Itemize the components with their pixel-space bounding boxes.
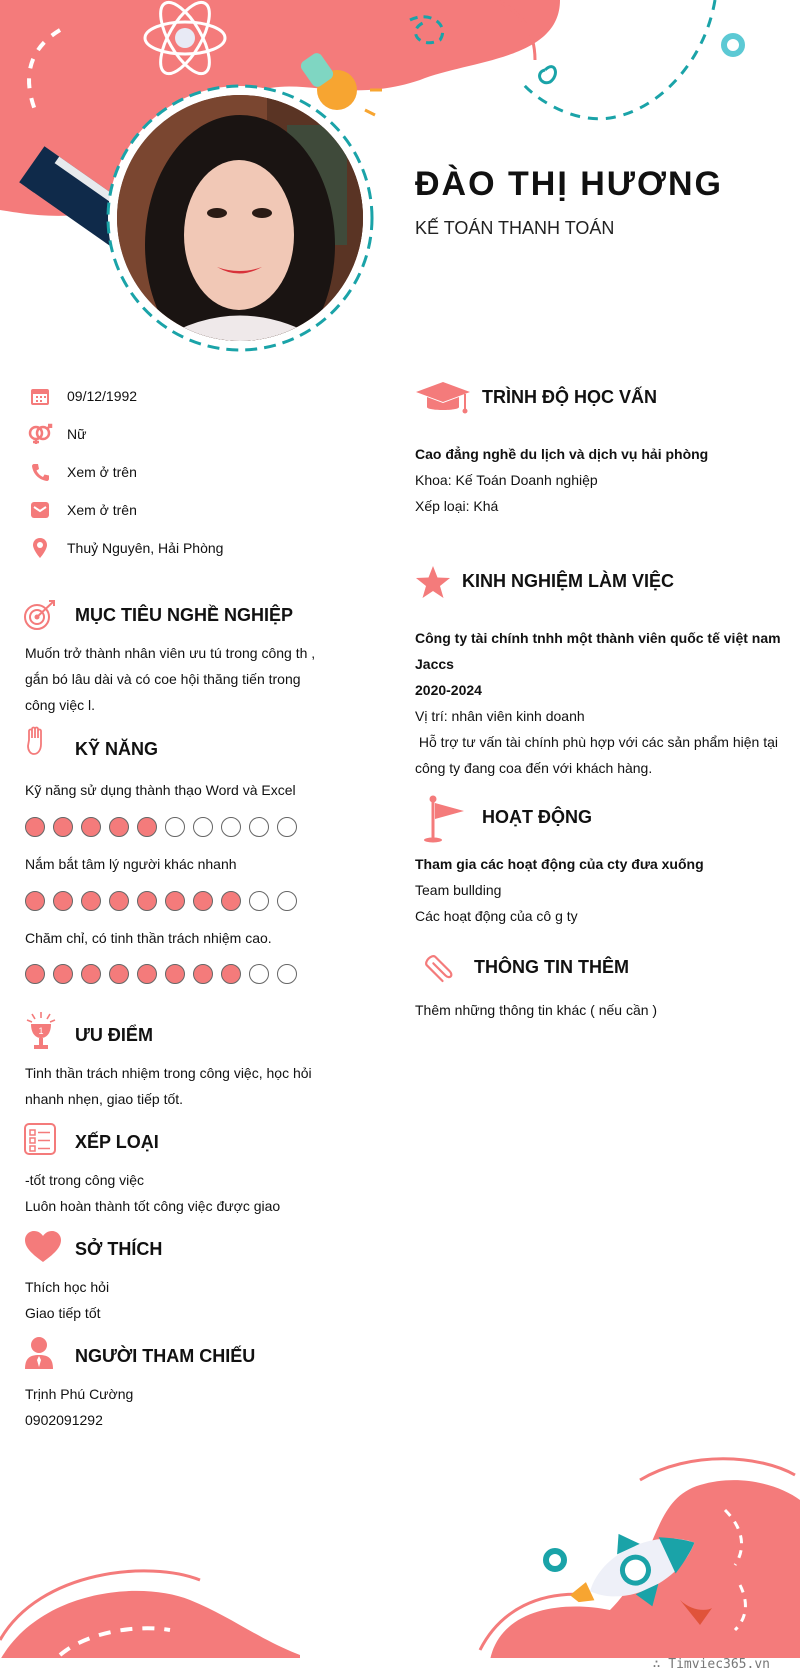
contact-phone: Xem ở trên [25, 458, 137, 486]
rating-title: XẾP LOẠI [75, 1132, 159, 1152]
rating-dot-filled [25, 964, 45, 984]
heart-icon [24, 1230, 62, 1264]
rating-dot-filled [53, 817, 73, 837]
hand-icon [25, 726, 49, 758]
contact-gender: Nữ [25, 420, 86, 448]
person-icon [24, 1336, 54, 1370]
rating-dot-filled [137, 817, 157, 837]
rating-dot-empty [221, 817, 241, 837]
rating-dot-empty [277, 891, 297, 911]
rating-dot-empty [165, 817, 185, 837]
contact-email: Xem ở trên [25, 496, 137, 524]
skill-rating [25, 891, 297, 911]
rating-dot-empty [277, 817, 297, 837]
activities-text: Tham gia các hoạt động của cty đưa xuống Team bullding Các hoạt động của cô g ty [415, 856, 704, 924]
skills-title: KỸ NĂNG [75, 739, 159, 759]
trophy-icon [24, 1010, 58, 1052]
rating-dot-filled [221, 964, 241, 984]
rating-dot-empty [249, 891, 269, 911]
phone-icon [25, 460, 55, 484]
rating-dot-filled [81, 817, 101, 837]
paperclip-icon [418, 948, 460, 990]
target-icon [22, 598, 58, 632]
rating-dot-filled [137, 891, 157, 911]
calendar-icon [25, 384, 55, 408]
rating-dot-filled [109, 891, 129, 911]
rating-dot-filled [193, 891, 213, 911]
gender-icon [25, 422, 55, 446]
contact-address: Thuỷ Nguyên, Hải Phòng [25, 534, 223, 562]
experience-text: Công ty tài chính tnhh một thành viên quốc tế việt nam Jaccs 2020-2024 Vị trí: nhân viên kinh doanh Hỗ trợ tư vấn tài chính phù hợp với các sản phẩm hiện tại công ty đang coa đến với khách hàng. [415, 630, 781, 776]
rating-dot-filled [109, 964, 129, 984]
rating-dot-filled [81, 891, 101, 911]
references-title: NGƯỜI THAM CHIẾU [75, 1346, 256, 1366]
svg-text:1: 1 [38, 1026, 44, 1036]
contact-dob: 09/12/1992 [25, 382, 137, 410]
rating-dot-filled [109, 817, 129, 837]
location-icon [25, 536, 55, 560]
rating-dot-empty [249, 964, 269, 984]
rating-dot-filled [137, 964, 157, 984]
graduation-cap-icon [415, 380, 471, 416]
rating-dot-filled [165, 891, 185, 911]
skill-label: Nắm bắt tâm lý người khác nhanh [25, 856, 237, 872]
activities-title: HOẠT ĐỘNG [482, 807, 592, 827]
hobbies-title: SỞ THÍCH [75, 1239, 163, 1259]
rating-dot-filled [53, 964, 73, 984]
hobbies-text: Thích học hỏi Giao tiếp tốt [25, 1279, 110, 1321]
skill-rating [25, 817, 297, 837]
strengths-title: ƯU ĐIỂM [75, 1025, 153, 1045]
footer-decoration [0, 1440, 800, 1678]
education-title: TRÌNH ĐỘ HỌC VẤN [482, 387, 657, 407]
references-text: Trịnh Phú Cường 0902091292 [25, 1386, 134, 1428]
rating-dot-empty [277, 964, 297, 984]
experience-title: KINH NGHIỆM LÀM VIỆC [462, 571, 675, 591]
rating-dot-filled [165, 964, 185, 984]
brand-watermark: ∴ Timviec365.vn [652, 1657, 770, 1672]
candidate-name: ĐÀO THỊ HƯƠNG [415, 165, 723, 203]
additional-text: Thêm những thông tin khác ( nếu cần ) [415, 1002, 658, 1018]
strengths-text: Tinh thần trách nhiệm trong công việc, học hỏi nhanh nhẹn, giao tiếp tốt. [25, 1065, 312, 1107]
objective-title: MỤC TIÊU NGHỀ NGHIỆP [75, 605, 294, 625]
rating-dot-filled [81, 964, 101, 984]
rating-dot-empty [193, 817, 213, 837]
skill-label: Kỹ năng sử dụng thành thạo Word và Excel [25, 782, 296, 798]
skill-label: Chăm chỉ, có tinh thần trách nhiệm cao. [25, 930, 272, 946]
skill-rating [25, 964, 297, 984]
avatar [117, 95, 363, 341]
job-title: KẾ TOÁN THANH TOÁN [415, 218, 615, 238]
additional-title: THÔNG TIN THÊM [474, 957, 629, 977]
rating-dot-filled [221, 891, 241, 911]
education-text: Cao đẳng nghề du lịch và dịch vụ hải phòng Khoa: Kế Toán Doanh nghiệp Xếp loại: Khá [415, 446, 709, 514]
rating-dot-filled [193, 964, 213, 984]
flag-icon [422, 795, 466, 843]
email-icon [25, 498, 55, 522]
rating-text: -tốt trong công việc Luôn hoàn thành tốt công việc được giao [25, 1172, 281, 1214]
rating-dot-filled [25, 817, 45, 837]
rating-dot-filled [25, 891, 45, 911]
rating-dot-empty [249, 817, 269, 837]
star-icon [415, 565, 451, 599]
checklist-icon [24, 1123, 58, 1157]
objective-text: Muốn trở thành nhân viên ưu tú trong công th , gắn bó lâu dài và có coe hội thăng tiến trong công việc l. [25, 645, 316, 713]
rating-dot-filled [53, 891, 73, 911]
